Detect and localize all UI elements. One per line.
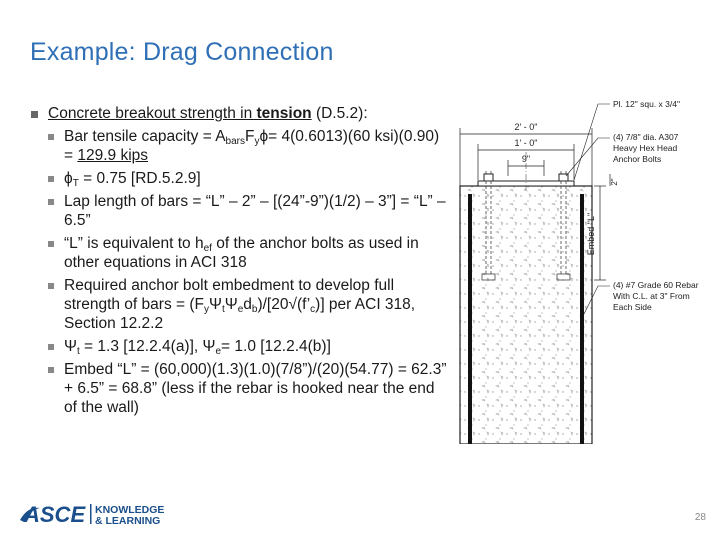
rebar-label-3: Each Side [613, 302, 652, 312]
dim-mid: 1' - 0" [514, 138, 538, 148]
concrete-wall [460, 186, 592, 444]
rebar-left [468, 194, 472, 444]
logo-main-text: ASCE [24, 502, 86, 527]
slide-content [30, 104, 448, 421]
dim-two: 2" [610, 178, 619, 186]
dim-outer: 2' - 0" [514, 122, 538, 132]
rebar-label-2: With C.L. at 3" From [613, 291, 690, 301]
logo-line-1: KNOWLEDGE [95, 504, 165, 516]
logo-line-2: & LEARNING [95, 515, 161, 527]
rebar-right [580, 194, 584, 444]
list-item: Required anchor bolt embedment to develop full strength of bars = $(F_y\Psi_t\Psi_ed_b)/[20√(f’_c)]$ per ACI 318, Section 12.2.2 [48, 276, 448, 333]
logo-divider [90, 504, 92, 524]
list-item: $\Psi_t = 1.3$ [12.2.4(a)], $\Psi_e= 1.0$ [12.2.4(b)] [48, 337, 448, 356]
plate-label: Pl. 12" squ. x 3/4" [613, 99, 680, 109]
connection-detail-drawing [448, 94, 710, 444]
slide-title: Example: Drag Connection [30, 38, 334, 66]
list-item: Embed “L” = (60,000)(1.3)(1.0)(7/8”)/(20)(54.77) = 62.3” + 6.5” = 68.8” (less if the rebar is hooked near the end of the wall) [48, 360, 448, 417]
list-item: “L” is equivalent to $h_{ef}$ of the anchor bolts as used in other equations in ACI 318 [48, 234, 448, 272]
bolts-label-2: Heavy Hex Head [613, 143, 678, 153]
page-number: 28 [694, 512, 706, 523]
list-item: Bar tensile capacity = $A_{bars}F_y\phi= 4(0.6013)(60$ ksi)(0.90) = 129.9 kips [48, 127, 448, 165]
sub-bullet-list [30, 127, 448, 417]
embed-label: Embed "L" [586, 212, 596, 256]
bolts-label-3: Anchor Bolts [613, 154, 662, 164]
heading-ref: (D.5.2): [315, 105, 368, 122]
main-bullet [30, 104, 448, 123]
heading-text: Concrete breakout strength in tension [48, 105, 312, 122]
list-item: Lap length of bars = “L” – 2” – [(24”-9”)(1/2) – 3”] = “L” – 6.5” [48, 192, 448, 230]
asce-logo [18, 498, 178, 528]
bolts-label-1: (4) 7/8" dia. A307 [613, 132, 679, 142]
rebar-label-1: (4) #7 Grade 60 Rebar [613, 280, 699, 290]
dim-inner: 9" [521, 154, 531, 164]
list-item: $\phi_T = 0.75$ [RD.5.2.9] [48, 169, 448, 188]
